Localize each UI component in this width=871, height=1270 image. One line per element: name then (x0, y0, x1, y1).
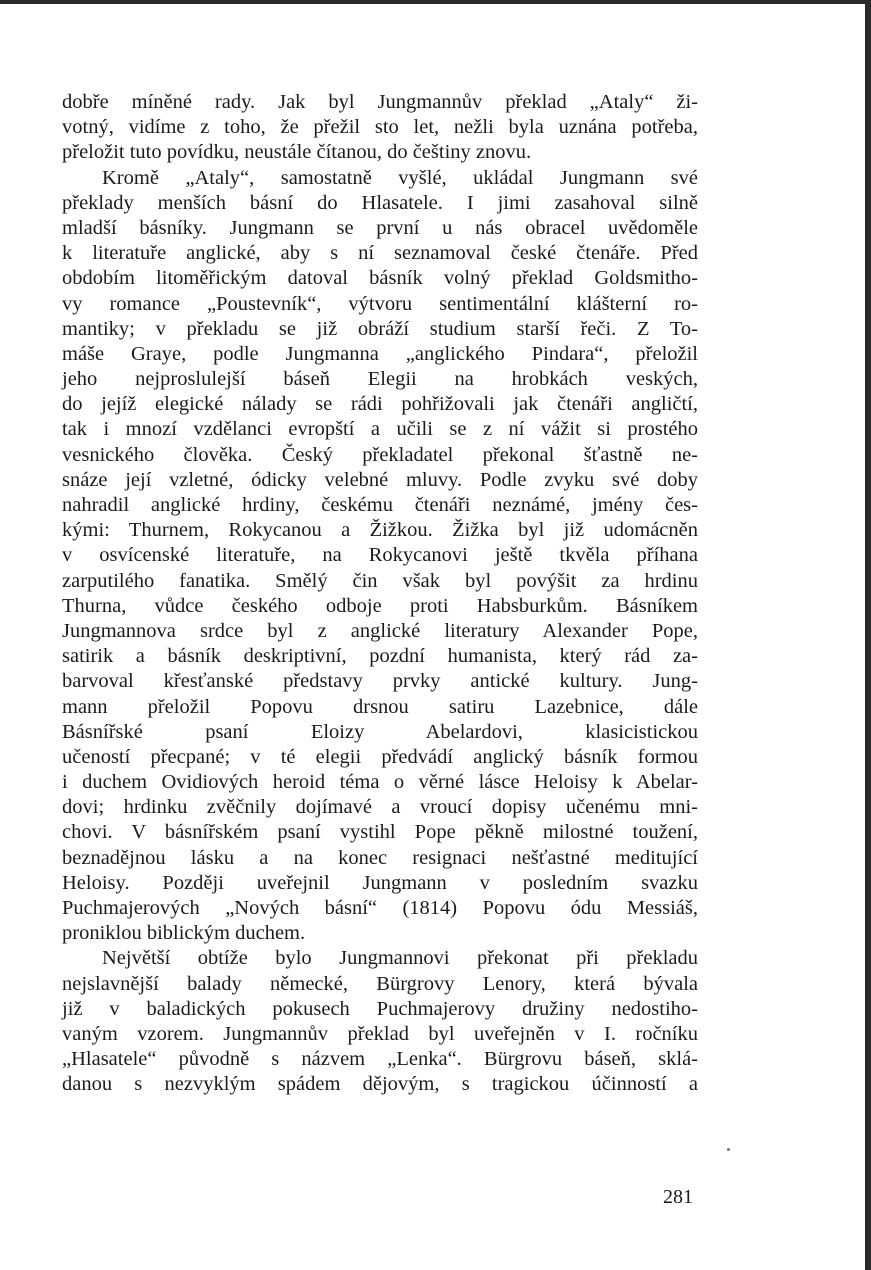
text-line: do jejíž elegické nálady se rádi pohřižovali jak čtenáři angličtí, (62, 393, 698, 416)
text-line: kými: Thurnem, Rokycanou a Žižkou. Žižka byl již udomácněn (62, 519, 698, 542)
page-number: 281 (663, 1186, 693, 1208)
text-line: nahradil anglické hrdiny, českému čtenáři neznámé, jmény čes- (62, 494, 698, 516)
text-line: Básnířské psaní Eloizy Abelardovi, klasicistickou (62, 720, 698, 743)
text-line: „Hlasatele“ původně s názvem „Lenka“. Bürgrovu báseň, sklá- (62, 1048, 698, 1071)
text-line: mantiky; v překladu se již obráží studium starší řeči. Z To- (62, 317, 698, 340)
text-line: obdobím litoměřickým datoval básník volný překlad Goldsmitho- (62, 267, 698, 290)
text-line: dovi; hrdinku zvěčnily dojímavé a vroucí dopisy učenému mni- (62, 796, 698, 819)
text-line: snáze její vzletné, ódicky velebné mluvy. Podle zvyku své doby (62, 468, 698, 491)
text-line: vesnického člověka. Český překladatel překonal šťastně ne- (62, 443, 698, 466)
text-line: vaným vzorem. Jungmannův překlad byl uveřejněn v I. ročníku (62, 1022, 698, 1045)
text-line: Heloisy. Později uveřejnil Jungmann v posledním svazku (62, 871, 698, 894)
body-text (62, 90, 698, 1098)
text-line: již v baladických pokusech Puchmajerovy družiny nedostiho- (62, 997, 698, 1020)
text-line: přeložit tuto povídku, neustále čítanou, do češtiny znovu. (62, 141, 532, 164)
scan-speck (727, 1148, 730, 1151)
text-line: Thurna, vůdce českého odboje proti Habsburkům. Básníkem (62, 594, 698, 617)
text-line: nejslavnější balady německé, Bürgrovy Lenory, která bývala (62, 972, 698, 995)
text-line: vy romance „Poustevník“, výtvoru sentimentální klášterní ro- (62, 292, 698, 315)
text-line: mann přeložil Popovu drsnou satiru Lazebnice, dále (62, 695, 698, 718)
text-line: dobře míněné rady. Jak byl Jungmannův překlad „Ataly“ ži- (62, 91, 698, 113)
text-line: tak i mnozí vzdělanci evropští a učili se z ní vážit si prostého (62, 418, 698, 441)
text-line: danou s nezvyklým spádem dějovým, s tragickou účinností a (62, 1073, 698, 1096)
text-line: i duchem Ovidiových heroid téma o věrné lásce Heloisy k Abelar- (62, 771, 698, 794)
text-line: Jungmannova srdce byl z anglické literatury Alexander Pope, (62, 619, 698, 642)
text-line: chovi. V básnířském psaní vystihl Pope pěkně milostné toužení, (62, 821, 698, 844)
text-line: Kromě „Ataly“, samostatně vyšlé, ukládal Jungmann své (102, 166, 698, 189)
text-line: Puchmajerových „Nových básní“ (1814) Popovu ódu Messiáš, (62, 897, 698, 919)
text-line: máše Graye, podle Jungmanna „anglického Pindara“, přeložil (62, 342, 698, 365)
text-line: beznadějnou lásku a na konec resignaci nešťastné meditující (62, 846, 698, 869)
text-line: překlady menších básní do Hlasatele. I jimi zasahoval silně (62, 191, 698, 214)
text-line: proniklou biblickým duchem. (62, 922, 306, 945)
scan-edge-right (865, 0, 871, 1270)
scan-edge-top (0, 0, 871, 4)
text-line: mladší básníky. Jungmann se první u nás obracel uvědoměle (62, 216, 698, 239)
text-line: učeností přecpané; v té elegii předvádí anglický básník formou (62, 745, 698, 768)
text-line: barvoval křesťanské představy prvky antické kultury. Jung- (62, 670, 698, 693)
text-line: satirik a básník deskriptivní, pozdní humanista, který rád za- (62, 645, 698, 668)
text-line: v osvícenské literatuře, na Rokycanovi ještě tkvěla příhana (62, 544, 698, 567)
text-line: votný, vidíme z toho, že přežil sto let, nežli byla uznána potřeba, (62, 116, 698, 139)
text-line: Největší obtíže bylo Jungmannovi překonat při překladu (102, 947, 698, 970)
text-line: k literatuře anglické, aby s ní seznamoval české čtenáře. Před (62, 242, 698, 265)
text-line: zarputilého fanatika. Smělý čin však byl povýšit za hrdinu (62, 569, 698, 592)
text-line: jeho nejproslulejší báseň Elegii na hrobkách veských, (62, 368, 698, 391)
